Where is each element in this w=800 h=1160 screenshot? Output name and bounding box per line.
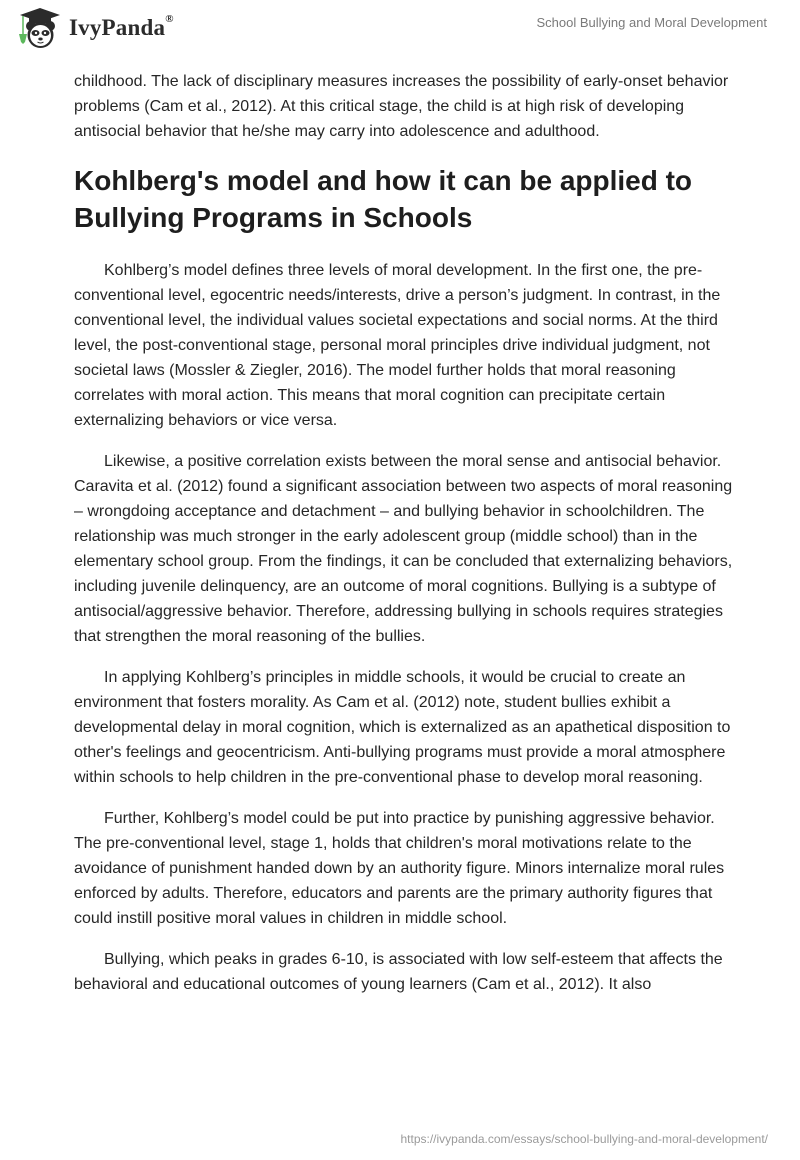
page-header: [0, 0, 800, 50]
panda-graduate-icon: [14, 6, 66, 50]
logo-text: IvyPanda®: [69, 13, 174, 40]
body-paragraph: In applying Kohlberg’s principles in middle schools, it would be crucial to create an environment that fosters morality. As Cam et al. (2012) note, student bullies exhibit a developmental delay in moral cognition, which is externalized as an apathetical disposition to other's feelings and geocentricism. Anti-bullying programs must provide a moral atmosphere within schools to help children in the pre-conventional phase to develop moral reasoning.: [74, 669, 731, 786]
document-title: School Bullying and Moral Development: [536, 15, 767, 30]
body-paragraph: Likewise, a positive correlation exists between the moral sense and antisocial behavior. Caravita et al. (2012) found a significant association between two aspects of moral reasoning – wrongdoing acceptance and detachment – and bullying behavior in schoolchildren. The relationship was much stronger in the early adolescent group (middle school) than in the elementary school group. From the findings, it can be concluded that externalizing behaviors, including juvenile delinquency, are an outcome of moral cognitions. Bullying is a subtype of antisocial/aggressive behavior. Therefore, addressing bullying in schools requires strategies that strengthen the moral reasoning of the bullies.: [74, 453, 733, 645]
body-paragraph: Further, Kohlberg’s model could be put into practice by punishing aggressive behavior. The pre-conventional level, stage 1, holds that children's moral motivations relate to the avoidance of punishment handed down by an authority figure. Minors internalize moral rules enforced by adults. Therefore, educators and parents are the primary authority figures that could instill positive moral values in children in middle school.: [74, 810, 725, 927]
source-url-link[interactable]: https://ivypanda.com/essays/school-bullying-and-moral-development/: [400, 1132, 768, 1146]
essay-content: [74, 69, 734, 1013]
body-paragraph: Kohlberg’s model defines three levels of moral development. In the first one, the pre-conventional level, egocentric needs/interests, drive a person’s judgment. In contrast, in the conventional level, the individual values societal expectations and social norms. At the third level, the post-conventional stage, personal moral principles drive individual judgment, not societal laws (Mossler & Ziegler, 2016). The model further holds that moral reasoning correlates with moral action. This means that moral cognition can precipitate certain externalizing behaviors or vice versa.: [74, 262, 721, 429]
intro-paragraph: childhood. The lack of disciplinary measures increases the possibility of early-onset behavior problems (Cam et al., 2012). At this critical stage, the child is at high risk of developing antisocial behavior that he/she may carry into adolescence and adulthood.: [74, 73, 729, 140]
ivypanda-logo[interactable]: [14, 6, 174, 50]
body-paragraph: Bullying, which peaks in grades 6-10, is associated with low self-esteem that affects the behavioral and educational outcomes of young learners (Cam et al., 2012). It also: [74, 951, 723, 993]
section-heading: Kohlberg's model and how it can be applied to Bullying Programs in Schools: [74, 165, 693, 233]
